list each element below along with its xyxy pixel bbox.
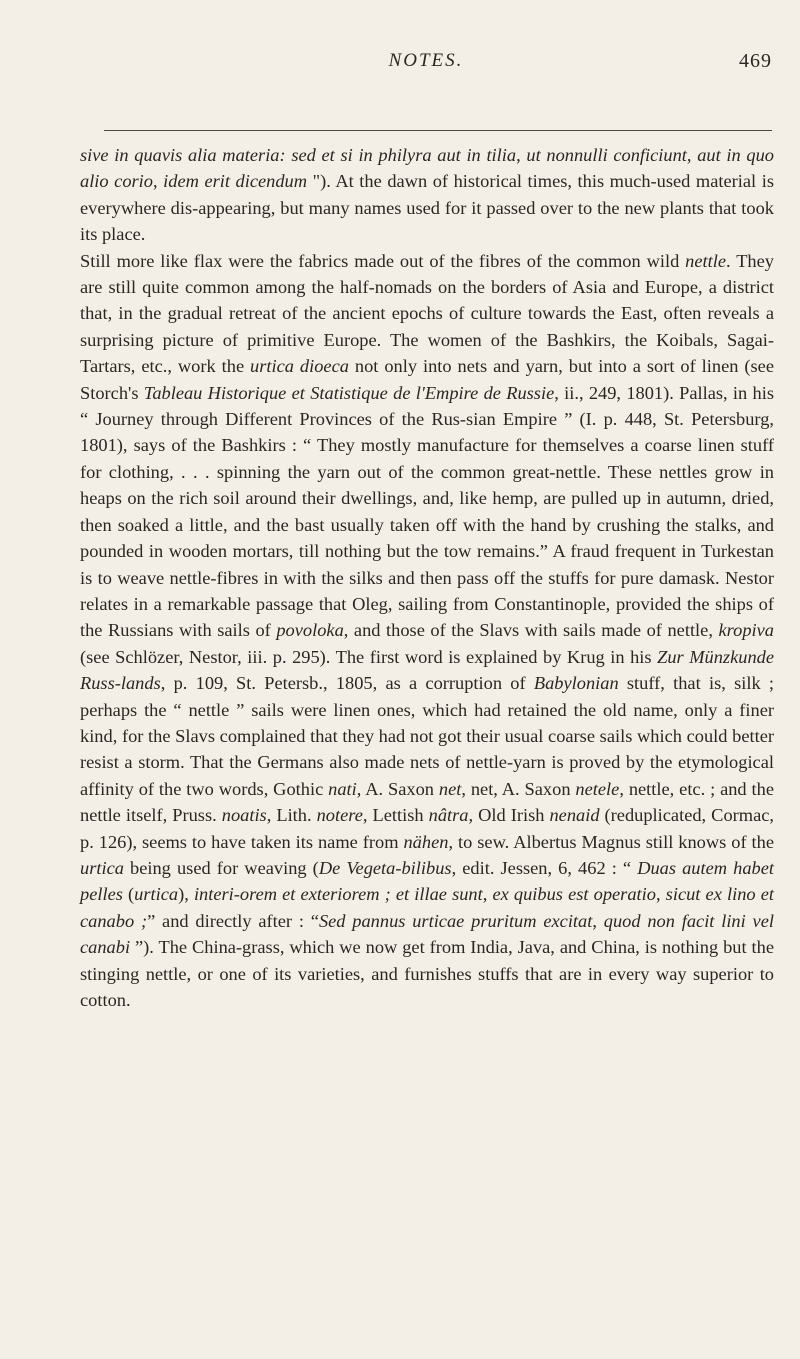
italic-text: Babylonian [533, 673, 619, 694]
page-number: 469 [739, 50, 772, 72]
text-run: stuff, that is, silk ; perhaps the “ nettle ” sails were linen ones, which had retained the old name, only a finer kind, for the Slavs complained that they had not got their usual coarse sails which could better resist a storm. That the Germans also made nets of nettle-yarn is proved by the etymological affinity of the two words, Gothic [80, 673, 774, 799]
text-run: ( [122, 884, 135, 905]
italic-text: nähen [403, 831, 449, 852]
italic-text: sicut ex lino et canabo ; [80, 884, 774, 931]
italic-text: urtica dioeca [250, 356, 349, 377]
text-run: , [592, 910, 604, 931]
italic-text: notere [316, 805, 363, 826]
italic-text: netele [575, 778, 620, 799]
running-head: NOTES. [388, 50, 464, 71]
italic-text: nettle [685, 250, 727, 271]
italic-text: sive in quavis alia materia: sed et si in philyra aut in tilia [80, 145, 517, 165]
text-run: , [152, 171, 164, 192]
text-run: , ii., 249, 1801). Pallas, in his “ Journey through Different Provinces of the Rus-sian Empire ” (I. p. 448, St. Petersburg, 1801), says of the Bashkirs : “ They mostly manufacture for themselves a coarse linen stuff for clothing, . . . spinning the yarn out of the common great-nettle. These nettles grow in heaps on the rich soil around their dwellings, and, like hemp, are pulled up in autumn, dried, then soaked a little, and the bast usually taken off with the hand by crushing the stalks, and pounded in wooden mortars, till nothing but the tow remains.” A fraud frequent in Turkestan is to weave nettle-fibres in with the silks and then pass off the stuffs for pure damask. Nestor relates in a remarkable passage that Oleg, sailing from Constantinople, provided the ships of the Russians with sails of [80, 382, 774, 641]
text-run: , [516, 145, 527, 165]
italic-text: net [438, 778, 462, 799]
text-run: , and those of the Slavs with sails made of nettle, [343, 620, 719, 641]
italic-text: noatis [221, 805, 267, 826]
text-run: , [655, 884, 666, 905]
text-run: , nettle, etc. ; and the nettle itself, Pruss. [80, 778, 774, 826]
text-run: ”). The China-grass, which we now get from India, Java, and China, is nothing but the stinging nettle, or one of its varieties, and furnishes stuffs that are in every way superior to cotton. [80, 937, 774, 1010]
italic-text: aut in quo alio corio [80, 145, 774, 192]
italic-text: ex quibus est operatio [492, 884, 656, 905]
italic-text: nâtra [428, 805, 469, 826]
italic-text: De Vegeta-bilibus [318, 857, 452, 878]
paragraph-nettle [80, 248, 774, 1014]
italic-text: Tableau Historique et Statistique de l'Empire de Russie [143, 382, 555, 403]
italic-text: Duas autem habet pelles [80, 857, 774, 905]
text-run: . They are still quite common among the half-nomads on the borders of Asia and Europe, a district that, in the gradual retreat of the ancient epochs of culture towards the East, often reveals a surprising picture of primitive Europe. The women of the Bashkirs, the Koibals, Sagai-Tartars, etc., work the [80, 250, 774, 377]
text-run: (see Schlözer, Nestor, iii. p. 295). The first word is explained by Krug in his [80, 646, 658, 667]
text-run: ” and directly after : “ [147, 910, 319, 931]
text-run: , Lettish [362, 805, 429, 826]
text-run: , edit. Jessen, 6, 462 : “ [451, 857, 638, 878]
text-run: , to sew. Albertus Magnus still knows of the [448, 831, 774, 852]
header-rule [104, 130, 772, 131]
italic-text: nenaid [549, 805, 600, 826]
text-run: , Old Irish [468, 805, 550, 826]
italic-text: idem erit dicendum [163, 171, 308, 192]
paragraph-continued [80, 142, 774, 248]
italic-text: interi-orem et exteriorem ; et illae sunt [193, 884, 483, 905]
italic-text: urtica [134, 884, 179, 905]
text-run: , net, A. Saxon [461, 778, 576, 799]
page-header [80, 50, 772, 90]
italic-text: Zur Münzkunde Russ-lands [80, 646, 775, 694]
text-run: "). At the dawn of historical times, this much-used material is everywhere dis-appearing, but many names used for it passed over to the new plants that took its place. [80, 171, 774, 245]
italic-text: quod non facit lini vel canabi [80, 910, 774, 958]
text-run: being used for weaving ( [123, 857, 319, 878]
italic-text: kropiva [718, 620, 774, 641]
text-run: , Lith. [266, 805, 317, 826]
italic-text: nati [328, 778, 357, 799]
text-run: (reduplicated, Cormac, p. 126), seems to have taken its name from [80, 805, 774, 852]
italic-text: povoloka [276, 620, 344, 641]
italic-text: ut nonnulli conficiunt [526, 145, 687, 165]
italic-text: urtica [80, 857, 124, 878]
body-text [80, 142, 774, 1013]
text-run: not only into nets and yarn, but into a sort of linen (see Storch's [80, 356, 774, 403]
text-run: , [686, 145, 698, 165]
text-run: ), [178, 884, 194, 905]
text-run: , p. 109, St. Petersb., 1805, as a corruption of [160, 673, 534, 694]
italic-text: Sed pannus urticae pruritum excitat [318, 910, 593, 931]
text-run: , [482, 884, 493, 905]
text-run: , A. Saxon [356, 778, 439, 799]
text-run: Still more like flax were the fabrics made out of the fibres of the common wild [80, 250, 686, 271]
